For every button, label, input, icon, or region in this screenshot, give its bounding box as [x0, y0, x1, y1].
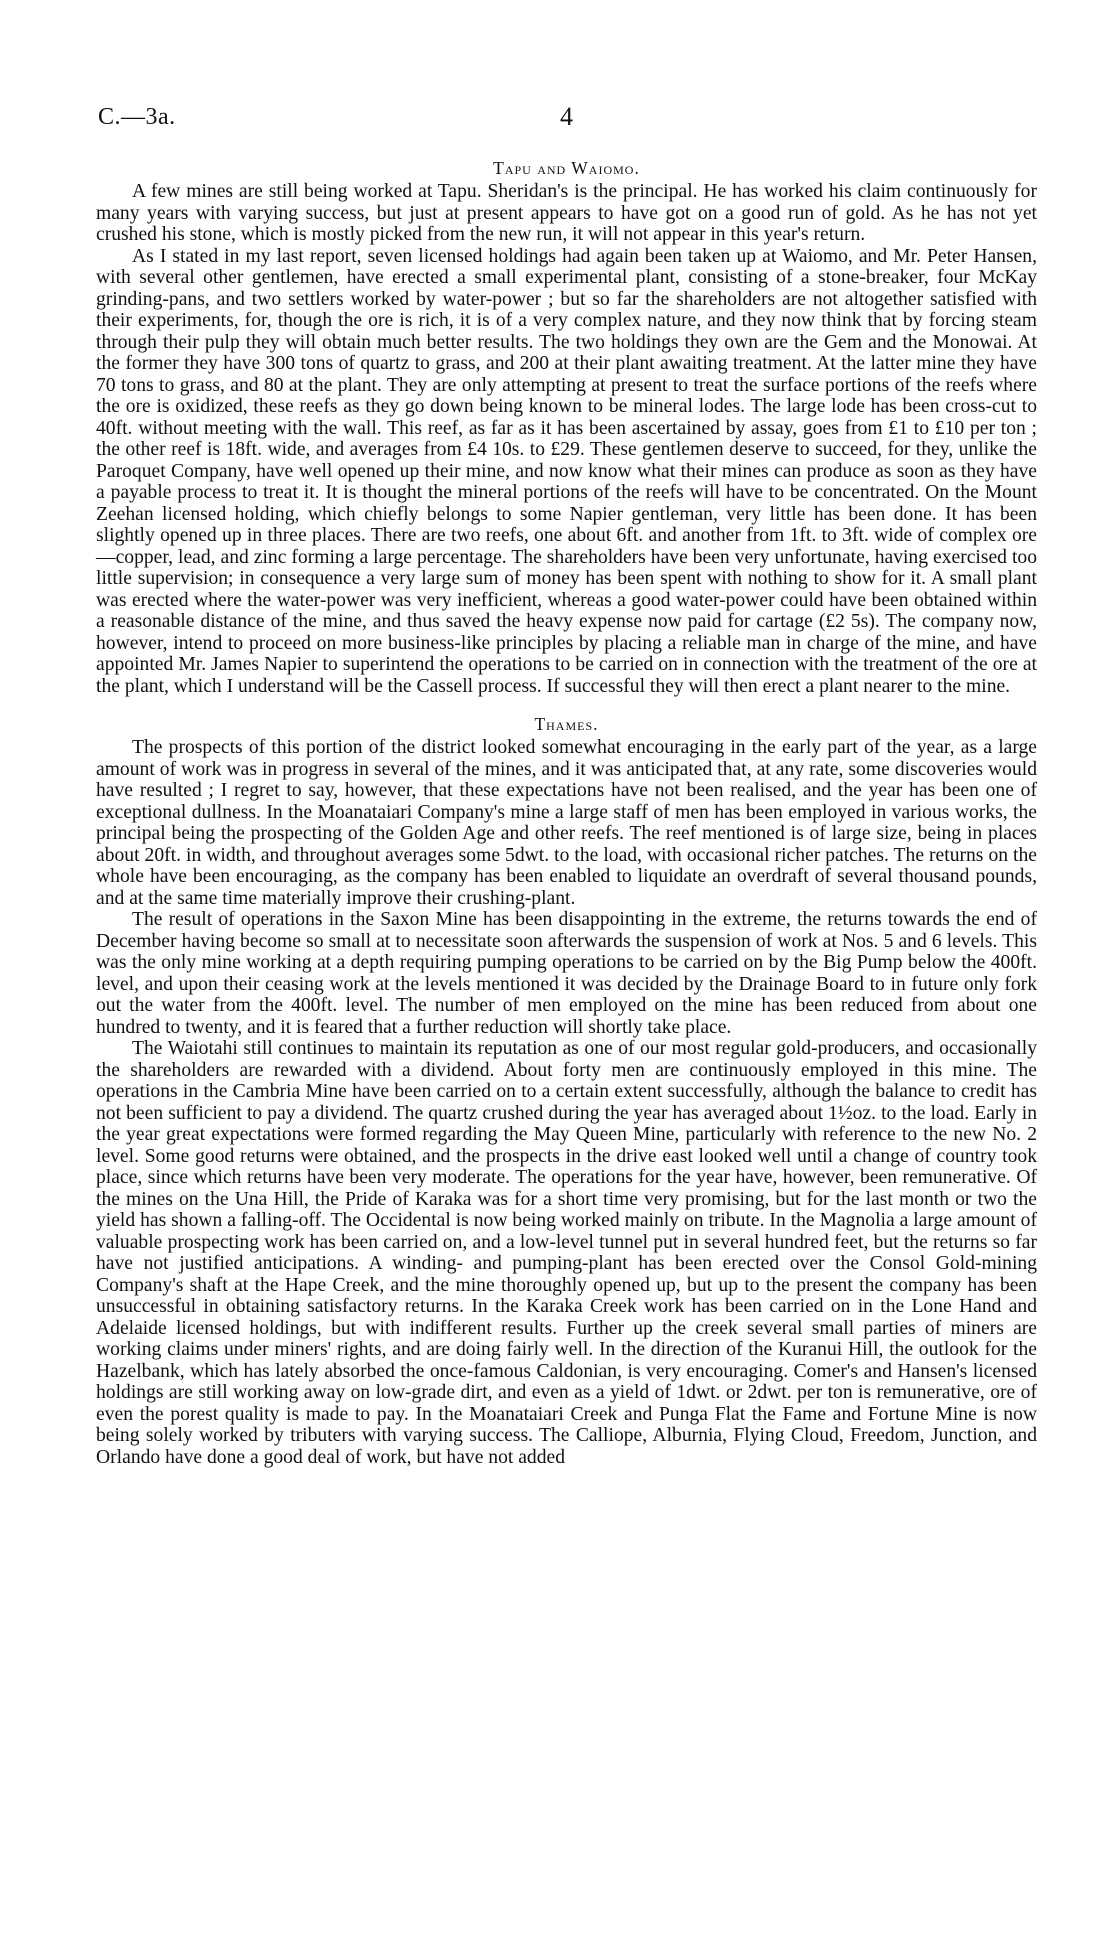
section-title-thames: Thames.	[534, 714, 599, 734]
page-body	[96, 155, 1037, 1468]
report-code: C.—3a.	[98, 104, 176, 130]
page-number: 4	[560, 102, 573, 131]
paragraph-tapu: A few mines are still being worked at Tapu. Sheridan's is the principal. He has worked his claim continuously for many years with varying success, but just at present appears to have got on a good run of gold. As he has not yet crushed his stone, which is mostly picked from the new run, it will not appear in this year's return.	[96, 181, 1037, 245]
paragraph-waiotahi: The Waiotahi still continues to maintain its reputation as one of our most regular gold-producers, and occasionally the shareholders are rewarded with a dividend. About forty men are continuously employed in this mine. The operations in the Cambria Mine have been carried on to a certain extent successfully, although the balance to credit has not been sufficient to pay a dividend. The quartz crushed during the year has averaged about 1½oz. to the load. Early in the year great expectations were formed regarding the May Queen Mine, particularly with reference to the new No. 2 level. Some good returns were obtained, and the prospects in the drive east looked well until a change of country took place, since which returns have been very moderate. The operations for the year have, however, been remunerative. Of the mines on the Una Hill, the Pride of Karaka was for a short time very promising, but for the last month or two the yield has shown a falling-off. The Occidental is now being worked mainly on tribute. In the Magnolia a large amount of valuable prospecting work has been carried on, and a low-level tunnel put in several hundred feet, but the returns so far have not justified anticipations. A winding- and pumping-plant has been erected over the Consol Gold-mining Company's shaft at the Hape Creek, and the mine thoroughly opened up, but up to the present the company has been unsuccessful in obtaining satisfactory returns. In the Karaka Creek work has been carried on in the Lone Hand and Adelaide licensed holdings, but with indifferent results. Further up the creek several small parties of miners are working claims under miners' rights, and are doing fairly well. In the direction of the Kuranui Hill, the outlook for the Hazelbank, which has lately absorbed the once-famous Caldonian, is very encouraging. Comer's and Hansen's licensed holdings are still working away on low-grade dirt, and even as a yield of 1dwt. or 2dwt. per ton is remunerative, ore of even the porest quality is made to pay. In the Moanataiari Creek and Punga Flat the Fame and Fortune Mine is now being solely worked by tributers with varying success. The Calliope, Alburnia, Flying Cloud, Freedom, Junction, and Orlando have done a good deal of work, but have not added	[96, 1038, 1037, 1468]
paragraph-thames-prospects: The prospects of this portion of the district looked somewhat encouraging in the early part of the year, as a large amount of work was in progress in several of the mines, and it was anticipated that, at any rate, some discoveries would have resulted ; I regret to say, however, that these expectations have not been realised, and the year has been one of exceptional dullness. In the Moanataiari Company's mine a large staff of men has been employed in various works, the principal being the prospecting of the Golden Age and other reefs. The reef mentioned is of large size, being in places about 20ft. in width, and throughout averages some 5dwt. to the load, with occasional richer patches. The returns on the whole have been encouraging, as the company has been enabled to liquidate an overdraft of several thousand pounds, and at the same time materially improve their crushing-plant.	[96, 737, 1037, 909]
section-gap	[96, 697, 1037, 711]
paragraph-waiomo: As I stated in my last report, seven licensed holdings had again been taken up at Waiomo, and Mr. Peter Hansen, with several other gentlemen, have erected a small experimental plant, consisting of a stone-breaker, four McKay grinding-pans, and two settlers worked by water-power ; but so far the shareholders are not altogether satisfied with their experiments, for, though the ore is rich, it is of a very complex nature, and they now think that by forcing steam through their pulp they will obtain much better results. The two holdings they own are the Gem and the Monowai. At the former they have 300 tons of quartz to grass, and 200 at their plant awaiting treatment. At the latter mine they have 70 tons to grass, and 80 at the plant. They are only attempting at present to treat the surface portions of the reefs where the ore is oxidized, these reefs as they go down being known to be mineral lodes. The large lode has been cross-cut to 40ft. without meeting with the wall. This reef, as far as it has been ascertained by assay, goes from £1 to £10 per ton ; the other reef is 18ft. wide, and averages from £4 10s. to £29. These gentlemen deserve to succeed, for they, unlike the Paroquet Company, have well opened up their mine, and now know what their mines can produce as soon as they have a payable process to treat it. It is thought the mineral portions of the reefs will have to be concentrated. On the Mount Zeehan licensed holding, which chiefly belongs to some Napier gentleman, very little has been done. It has been slightly opened up in three places. There are two reefs, one about 6ft. and another from 1ft. to 3ft. wide of complex ore—copper, lead, and zinc forming a large percentage. The shareholders have been very unfortunate, having exercised too little supervision; in consequence a very large sum of money has been spent with nothing to show for it. A small plant was erected where the water-power was very inefficient, whereas a good water-power could have been obtained within a reasonable distance of the mine, and thus saved the heavy expense now paid for cartage (£2 5s). The company now, however, intend to proceed on more business-like principles by placing a reliable man in charge of the mine, and have appointed Mr. James Napier to superintend the operations to be carried on in connection with the treatment of the ore at the plant, which I understand will be the Cassell process. If successful they will then erect a plant nearer to the mine.	[96, 245, 1037, 697]
paragraph-saxon-mine: The result of operations in the Saxon Mine has been disappointing in the extreme, the returns towards the end of December having become so small at to necessitate soon afterwards the suspension of work at Nos. 5 and 6 levels. This was the only mine working at a depth requiring pumping operations to be carried on by the Big Pump below the 400ft. level, and upon their ceasing work at the levels mentioned it was decided by the Drainage Board to in future only fork out the water from the 400ft. level. The number of men employed on the mine has been reduced from about one hundred to twenty, and it is feared that a further reduction will shortly take place.	[96, 909, 1037, 1038]
section-title-tapu-waiomo: Tapu and Waiomo.	[493, 158, 640, 178]
